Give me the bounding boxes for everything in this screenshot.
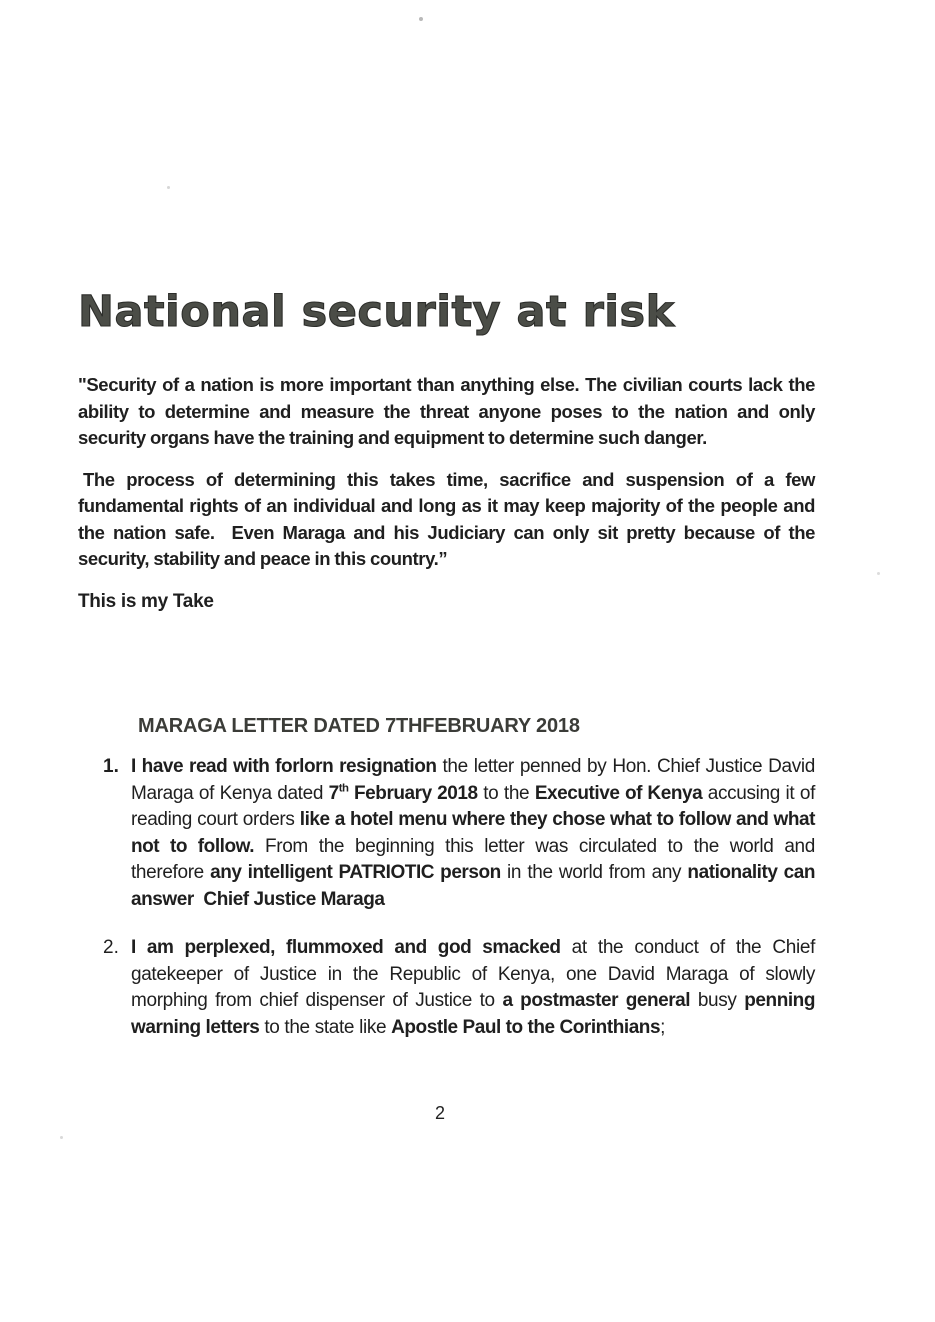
quote-paragraph-2: The process of determining this takes time, sacrifice and suspension of a few fundamental rights of an individual and long as it may keep majority of the people and the nation safe. Even Maraga and his Judiciary can only sit pretty because of the security, stability and peace in this country.” [78, 468, 815, 569]
page-title: National security at risk [78, 287, 675, 337]
item-text: I have read with forlorn resignation the letter penned by Hon. Chief Justice David Maraga of Kenya dated 7th February 2018 to the Executive of Kenya accusing it of reading court orders like a hotel menu where they chose what to follow and what not to follow. From the beginning this letter was circulated to the world and therefore any intelligent PATRIOTIC person in the world from any nationality can answer Chief Justice Maraga [131, 756, 816, 910]
tagline: This is my Take [78, 590, 214, 612]
item-number: 2. [103, 937, 119, 958]
section-heading: MARAGA LETTER DATED 7THFEBRUARY 2018 [138, 715, 580, 737]
item-number: 1. [103, 756, 119, 777]
list-item [78, 754, 815, 913]
item-text: I am perplexed, flummoxed and god smacked at the conduct of the Chief gatekeeper of Justice in the Republic of Kenya, one David Maraga of slowly morphing from chief dispenser of Justice to a postmaster general busy penning warning letters to the state like Apostle Paul to the Corinthians; [131, 937, 816, 1038]
scan-speck [60, 1136, 63, 1139]
page-number: 2 [434, 1103, 445, 1123]
list-item [78, 935, 815, 1041]
numbered-list [78, 754, 815, 1041]
scan-speck [877, 572, 880, 575]
document-content [78, 0, 815, 1041]
quote-paragraph-1: "Security of a nation is more important than anything else. The civilian courts lack the ability to determine and measure the threat anyone poses to the nation and only security organs have the training and equipment to determine such danger. [78, 374, 815, 448]
